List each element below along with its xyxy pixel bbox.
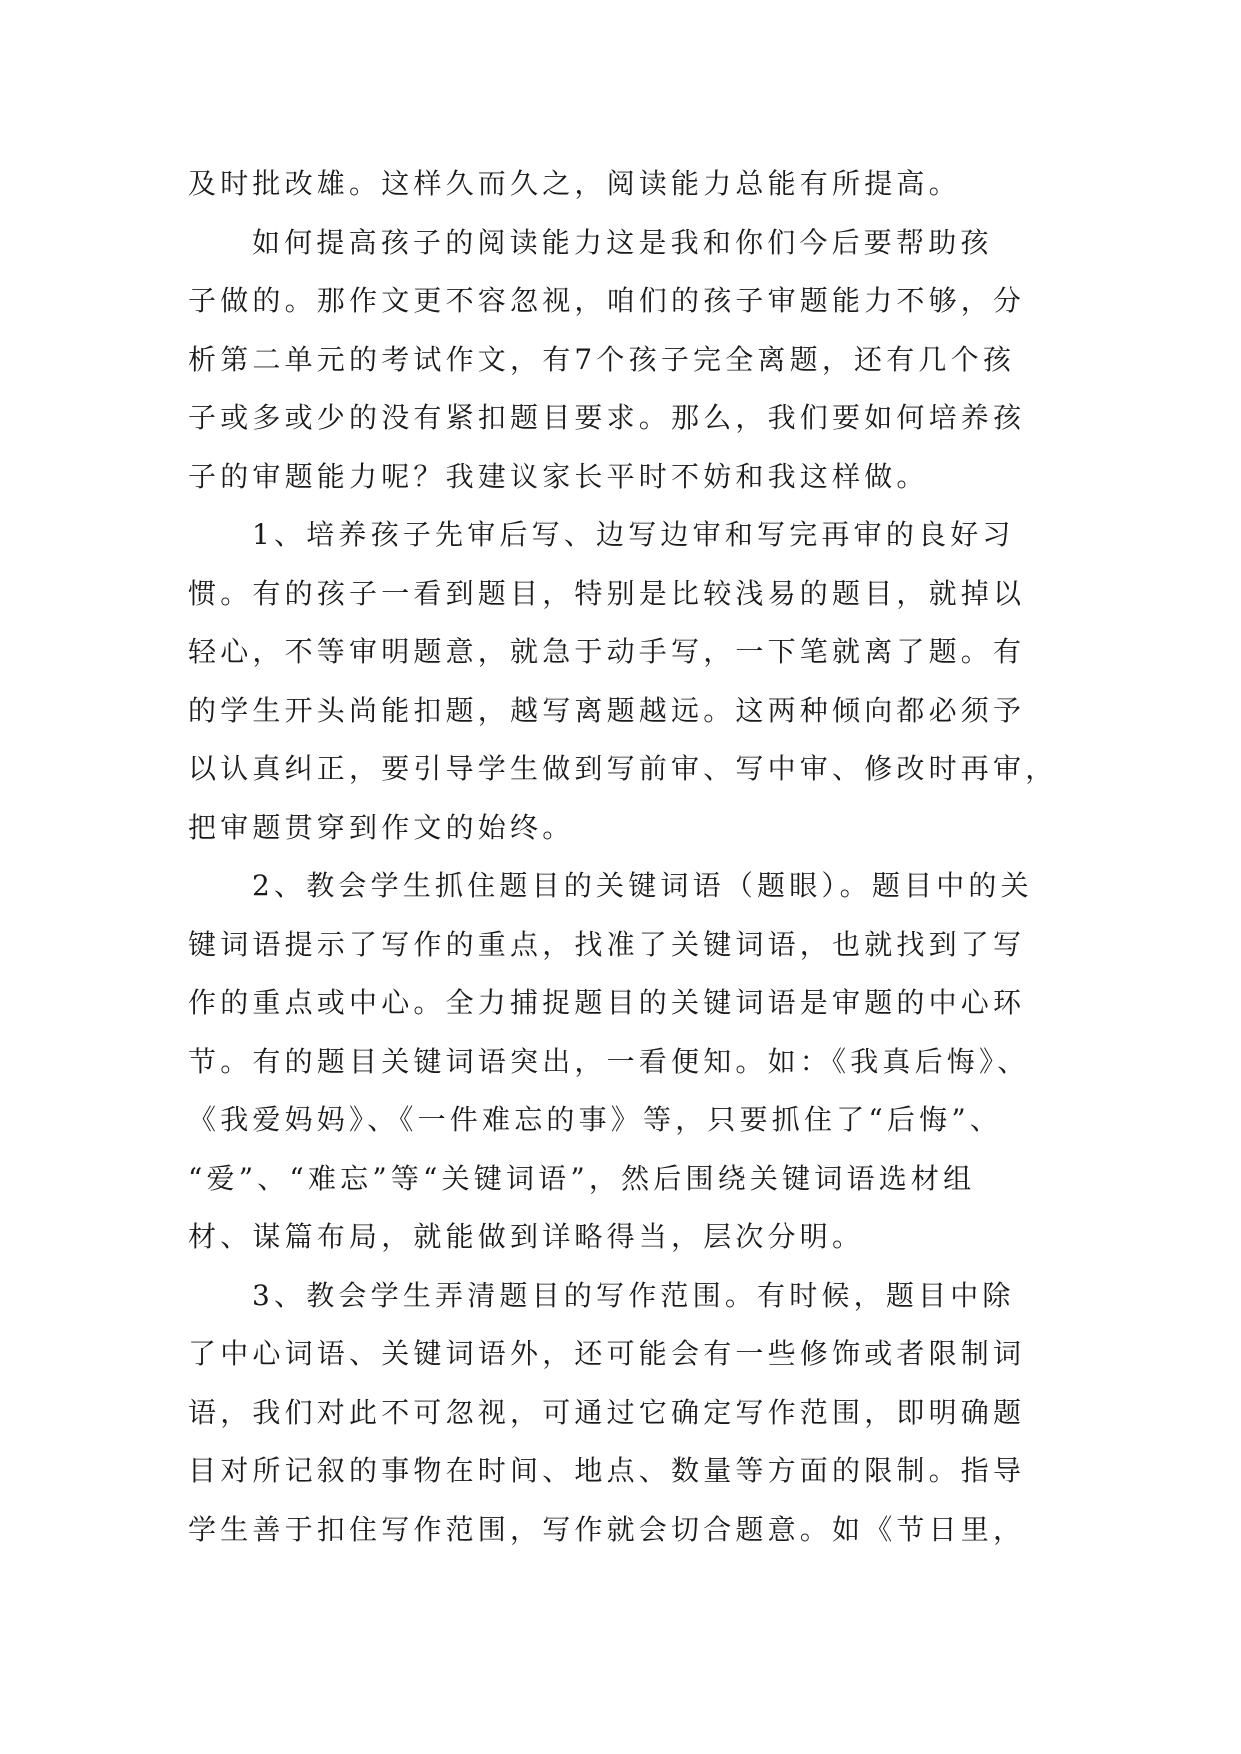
text-line: 节。有的题目关键词语突出，一看便知。如：《我真后悔》、 xyxy=(188,1044,1030,1078)
text-line: 《我爱妈妈》、《一件难忘的事》等，只要抓住了“后悔”、 xyxy=(188,1103,1003,1136)
text-line: 析第二单元的考试作文，有7个孩子完全离题，还有几个孩 xyxy=(188,342,1016,376)
text-line: 惯。有的孩子一看到题目，特别是比较浅易的题目，就掉以 xyxy=(188,576,1026,610)
text-line: 了中心词语、关键词语外，还可能会有一些修饰或者限制词 xyxy=(188,1337,1026,1370)
text-line: 键词语提示了写作的重点，找准了关键词语，也就找到了写 xyxy=(188,927,1026,961)
text-line: 目对所记叙的事物在时间、地点、数量等方面的限制。指导 xyxy=(188,1454,1026,1487)
text-line: 作的重点或中心。全力捕捉题目的关键词语是审题的中心环 xyxy=(188,986,1026,1019)
text-line: 轻心，不等审明题意，就急于动手写，一下笔就离了题。有 xyxy=(188,635,1026,668)
text-line: 以认真纠正，要引导学生做到写前审、写中审、修改时再审， xyxy=(188,752,1058,785)
text-line: 子的审题能力呢？我建议家长平时不妨和我这样做。 xyxy=(188,459,929,493)
text-line: 1、培养孩子先审后写、边写边审和写完再审的良好习 xyxy=(252,518,1015,551)
text-line: 学生善于扣住写作范围，写作就会切合题意。如《节日里， xyxy=(188,1512,1026,1546)
text-line: 语，我们对此不可忽视，可通过它确定写作范围，即明确题 xyxy=(188,1395,1026,1429)
text-line: “爱”、“难忘”等“关键词语”，然后围绕关键词语选材组 xyxy=(188,1161,976,1195)
text-line: 材、谋篇布局，就能做到详略得当，层次分明。 xyxy=(188,1220,865,1253)
text-line: 子或多或少的没有紧扣题目要求。那么，我们要如何培养孩 xyxy=(188,401,1026,434)
text-line: 的学生开头尚能扣题，越写离题越远。这两种倾向都必须予 xyxy=(188,693,1026,727)
text-line: 3、教会学生弄清题目的写作范围。有时候，题目中除 xyxy=(252,1278,1015,1312)
text-line: 如何提高孩子的阅读能力这是我和你们今后要帮助孩 xyxy=(252,225,993,259)
text-line: 子做的。那作文更不容忽视，咱们的孩子审题能力不够，分 xyxy=(188,284,1026,317)
body-text xyxy=(188,155,1058,1559)
text-line: 及时批改雄。这样久而久之，阅读能力总能有所提高。 xyxy=(188,167,961,200)
text-line: 2、教会学生抓住题目的关键词语（题眼）。题目中的关 xyxy=(252,869,1033,902)
text-line: 把审题贯穿到作文的始终。 xyxy=(188,810,575,844)
